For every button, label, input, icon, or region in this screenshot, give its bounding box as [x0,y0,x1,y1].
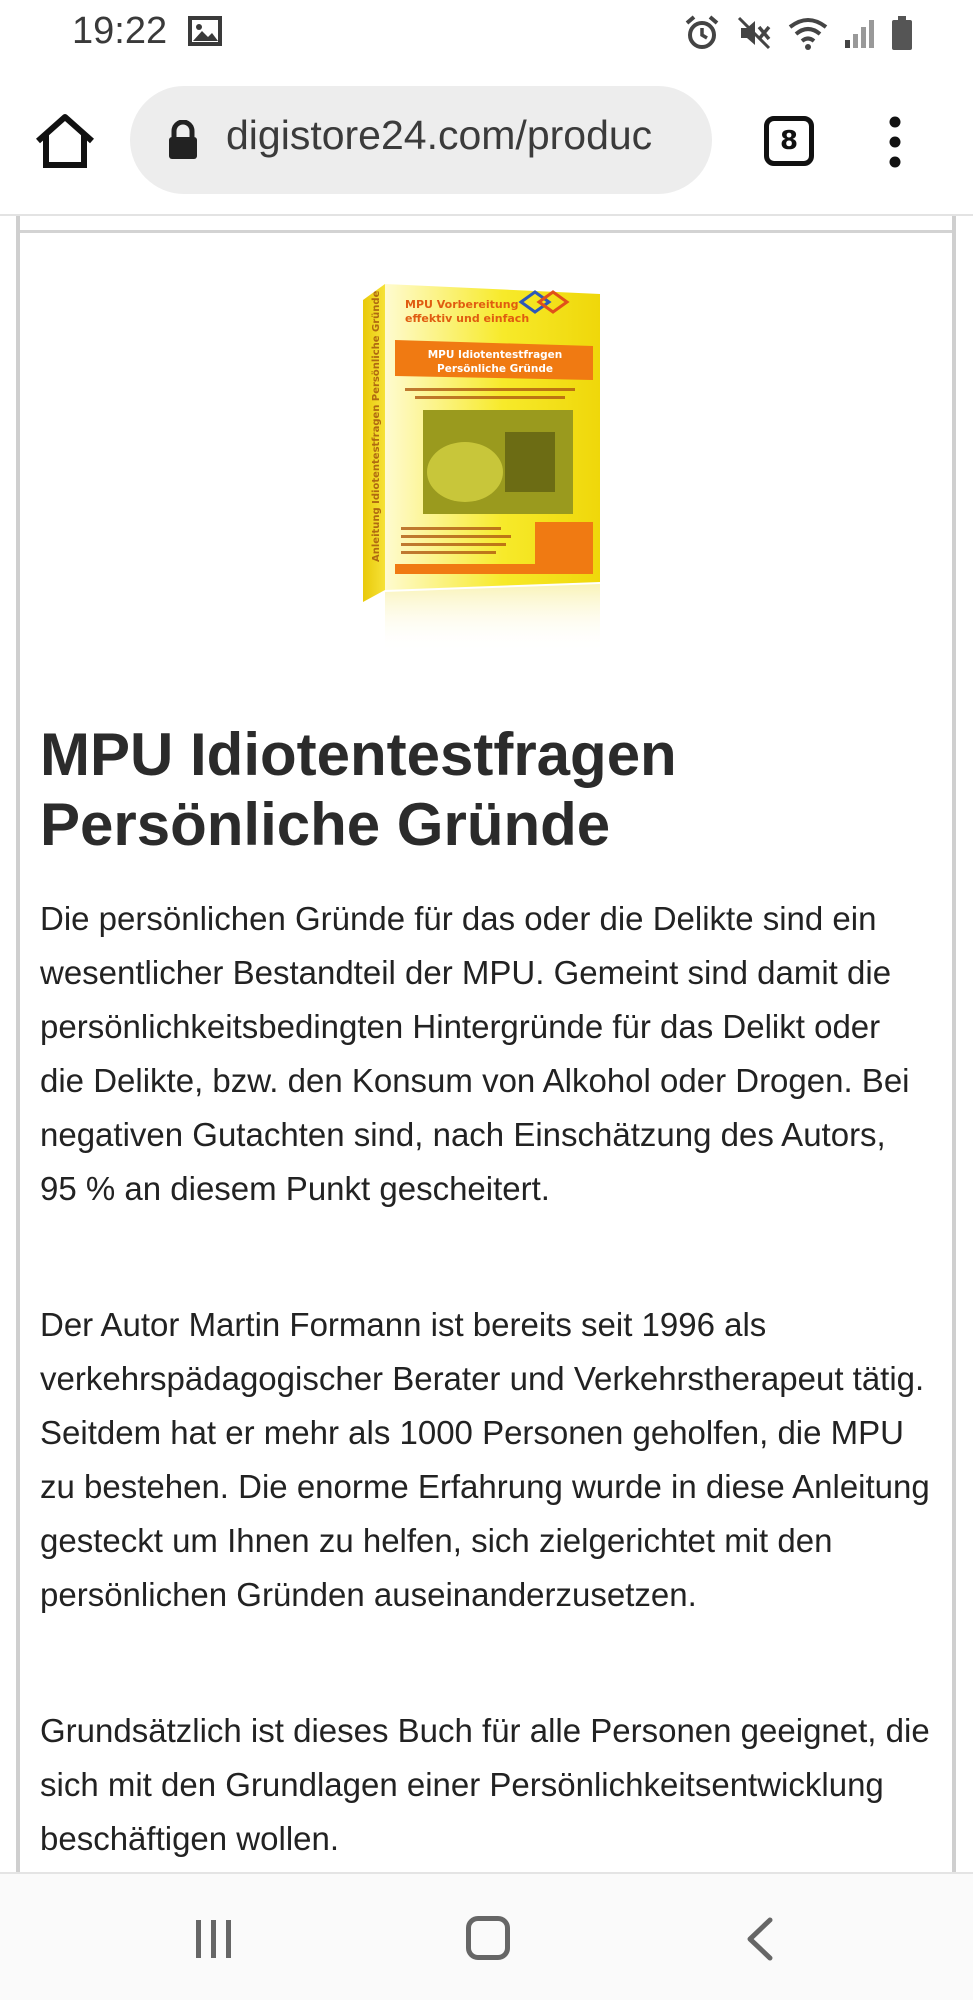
browser-toolbar [0,66,973,216]
status-bar [0,0,973,66]
box-header-line1: MPU Vorbereitung [405,298,519,311]
address-bar[interactable] [130,86,712,194]
page-content [0,216,973,1872]
product-title: MPU Idiotentestfragen Persönliche Gründe [40,721,677,858]
status-time: 19:22 [72,10,168,52]
tab-count: 8 [779,126,799,156]
description-paragraph-2: Der Autor Martin Formann ist bereits seit 1996 als verkehrspädagogischer Berater und Verkehrstherapeut tätig. Seitdem hat er mehr als 1000 Personen geholfen, die MPU zu bestehen. Die enorme Erfahrung wurde in diese Anleitung gesteckt um Ihnen zu helfen, sich zielgerichtet mit den persönlichen Gründen auseinanderzusetzen. [40,1306,930,1613]
system-navigation-bar [0,1872,973,2000]
description-paragraph-1: Die persönlichen Gründe für das oder die Delikte sind ein wesentlicher Bestandteil der MPU. Gemeint sind damit die persönlichkeitsbedingten Hintergründe für das Delikt oder die Delikte, bzw. den Konsum von Alkohol oder Drogen. Bei negativen Gutachten sind, nach Einschätzung des Autors, 95 % an diesem Punkt gescheitert. [40,900,910,1207]
description-paragraph-3: Grundsätzlich ist dieses Buch für alle Personen geeignet, die sich mit den Grundlagen einer Persönlichkeitsentwicklung beschäftigen wollen. [40,1712,930,1857]
box-spine-text: Anleitung Idiotentestfragen Persönliche Gründe [371,290,382,562]
more-menu-icon[interactable] [880,114,910,170]
lock-icon [166,120,200,160]
box-title-line1: MPU Idiotentestfragen [427,349,563,361]
home-nav-button[interactable] [466,1916,510,1960]
back-icon[interactable] [744,1916,774,1962]
home-icon[interactable] [32,111,98,171]
battery-icon [891,15,913,51]
box-title-line2: Persönliche Gründe [437,363,553,375]
recent-apps-icon[interactable] [192,1918,236,1960]
divider [20,230,952,233]
product-box-image [345,272,615,652]
alarm-icon [683,14,721,52]
status-icons [683,14,913,52]
signal-icon [843,16,877,50]
tab-switcher-button[interactable] [764,116,814,166]
box-header-line2: effektiv und einfach [405,312,530,325]
url-text: digistore24.com/produc [226,112,653,158]
wifi-icon [787,15,829,51]
mute-icon [735,14,773,52]
gallery-notification-icon [188,16,222,46]
